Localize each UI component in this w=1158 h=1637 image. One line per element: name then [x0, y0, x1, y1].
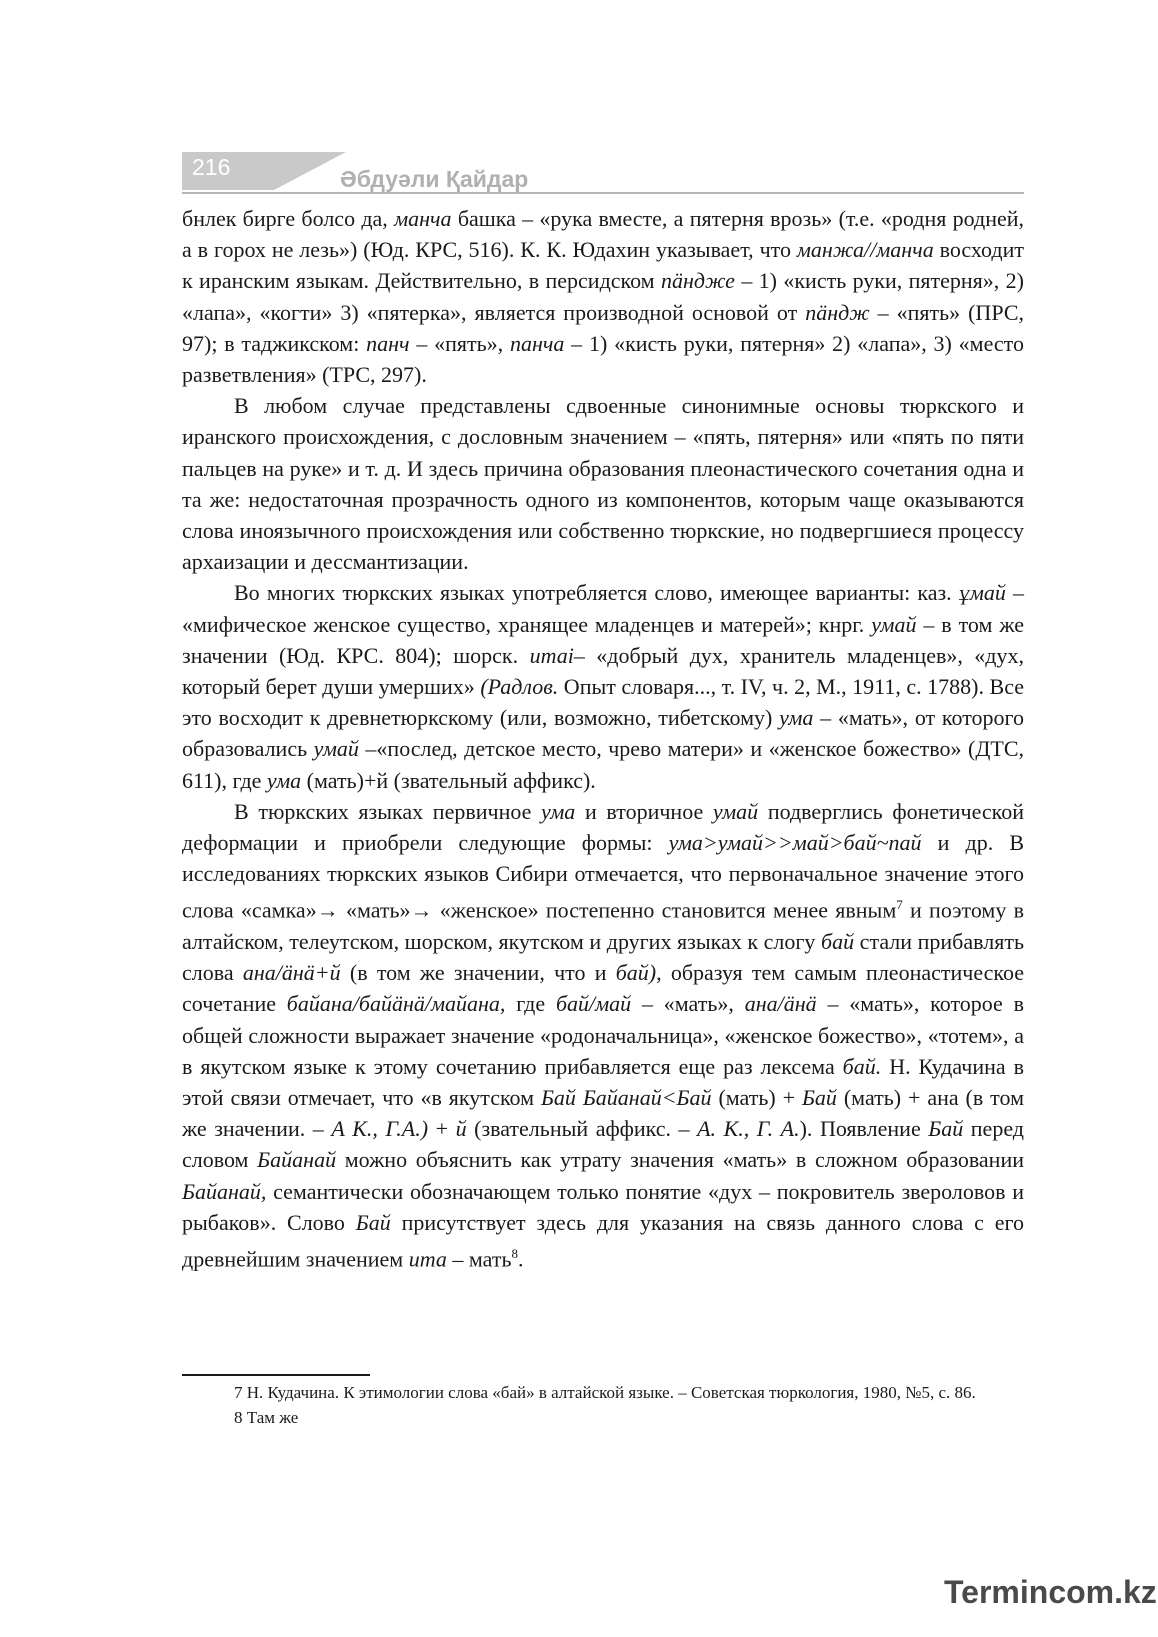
italic-term: Байанай [257, 1147, 337, 1173]
text-run: (мать) + ана (в том же значении. – [182, 1085, 1024, 1142]
running-head-author: Әбдуәли Қайдар [340, 166, 529, 192]
footnote-ref: 7 [896, 897, 903, 913]
italic-term: ума [266, 767, 302, 793]
header-rule [182, 192, 1024, 194]
italic-term: А. К., Г. А. [697, 1116, 800, 1142]
text-run: . [517, 1246, 524, 1272]
italic-term: умай [712, 798, 759, 824]
text-run: – «мифическое женское существо, хранящее младенцев и матерей»; кнрг. [182, 580, 1024, 637]
text-run: – 1) «кисть руки, пятерня» 2) «лапа», 3) «место разветвления» (ТРС, 297). [182, 330, 1024, 388]
italic-term: бай. [842, 1053, 882, 1079]
paragraph [182, 796, 1024, 1275]
italic-term: ума [779, 705, 814, 731]
italic-term: бай [821, 929, 855, 954]
text-run: В любом случае представлены сдвоенные синонимные основы тюркского и иранского происхождения, с дословным значением – «пять, пятерня» или «пять по пяти пальцев на руке» и т. д. И здесь причина образования плеонастического сочетания одна и та же: недостаточная прозрачность одного из компонентов, которым чаще оказываются слова иноязычного происхождения или собственно тюркские, но подвергшиеся процессу архаизации и дессмантизации. [182, 393, 1024, 575]
italic-term: панч [366, 330, 410, 356]
italic-term: Бай [928, 1116, 964, 1142]
italic-term: ума>умай>>май>бай~пай [668, 830, 922, 856]
text-run: – «мать», от которого образовались [182, 705, 1025, 762]
watermark-logo: Termincom.kz [944, 1574, 1157, 1610]
paragraph [182, 577, 1024, 795]
page-header [182, 148, 1024, 194]
italic-term: ума [541, 798, 576, 824]
italic-term: Байанай, [182, 1178, 267, 1204]
text-run: перед словом [182, 1116, 1024, 1173]
footnote-8: 8 Там же [234, 1408, 299, 1427]
text-run: Опыт словаря..., т. IV, ч. 2, М., 1911, с. 1788). Все это восходит к древнетюркскому (или, возможно, тибетскому) [182, 674, 1024, 731]
text-run: – «добрый дух, хранитель младенцев», «дух, который берет души умерших» [182, 642, 1024, 700]
body-text [182, 203, 1024, 1275]
text-run: (мать) + [711, 1085, 802, 1111]
text-run: подверглись фонетической деформации и приобрели следующие формы: [182, 798, 1024, 856]
text-run: (мать)+й (звательный аффикс). [301, 767, 596, 793]
text-run: стали прибавлять слова [182, 929, 1024, 986]
text-run: можно объяснить как утрату значения «мать» в сложном образовании [336, 1147, 1025, 1173]
italic-term: бай/май [555, 991, 632, 1017]
italic-term: байана/байäнä/майана, [286, 991, 506, 1017]
text-run: – 1) «кисть руки, пятерня», 2) «лапа», «когти» 3) «пятерка», является производной основой от [182, 268, 1024, 325]
italic-term: умай [871, 611, 917, 637]
text-run: Н. Кудачина в этой связи отмечает, что «в якутском [182, 1053, 1024, 1111]
text-run: – мать [446, 1246, 512, 1272]
italic-term: умай [313, 736, 359, 762]
italic-term: панча [509, 330, 565, 356]
text-run: –«послед, детское место, чрево матери» и «женское божество» (ДТС, 611), где [182, 736, 1024, 793]
footnote-rule [182, 1374, 370, 1376]
text-run: ). Появление [799, 1116, 929, 1142]
text-run: башка – «рука вместе, а пятерня врозь» (т.е. «родня родней, а в горох не лезь») (Юд. КРС, 516). К. К. Юдахин указывает, что [182, 206, 1025, 263]
page-number: 216 [192, 154, 231, 180]
italic-term: Бай Байанай<Бай [540, 1085, 712, 1111]
footnote-ref: 8 [511, 1246, 518, 1262]
paragraph [182, 203, 1024, 390]
italic-term: Бай [355, 1209, 391, 1235]
text-run: – «пять» (ПРС, 97); в таджикском: [182, 299, 1024, 356]
text-run: – в том же значении (Юд. КРС. 804); шорск. [182, 611, 1025, 668]
italic-term: ана/äнä+й [242, 960, 341, 986]
italic-term: бай), [615, 960, 662, 986]
text-run: Во многих тюркских языках употребляется слово, имеющее варианты: каз. [234, 580, 959, 606]
text-run: где [505, 991, 556, 1017]
text-run: и поэтому в алтайском, телеутском, шорском, якутском и других языках к слогу [182, 897, 1024, 954]
footnotes [182, 1380, 1024, 1430]
text-run: В тюркских языках первичное [234, 798, 542, 824]
text-run: – «мать», [631, 991, 745, 1017]
footnote-7: 7 Н. Кудачина. К этимологии слова «бай» в алтайской языке. – Советская тюркология, 1980, №5, с. 86. [234, 1383, 976, 1402]
text-run: (в том же значении, что и [340, 960, 616, 986]
italic-term: й [455, 1116, 467, 1142]
text-run: и вторичное [575, 798, 713, 824]
italic-term: (Радлов. [480, 674, 559, 700]
text-run: – «пять», [409, 330, 510, 356]
text-run: и др. В исследованиях тюркских языков Сибири отмечается, что первоначальное значение этого слова «самка»→ «мать»→ «женское» постепенно становится менее явным [182, 830, 1024, 923]
italic-term: ұмай [958, 580, 1006, 606]
text-run: семантически обозначающем только понятие «дух – покровитель звероловов и рыбаков». Слово [182, 1178, 1024, 1235]
page-number-tab-arrow [274, 152, 346, 190]
italic-term: ана/äнä [744, 991, 817, 1017]
text-run: образуя тем самым плеонастическое сочетание [182, 960, 1025, 1017]
text-run: (звательный аффикс. – [466, 1116, 698, 1142]
text-run: + [428, 1116, 456, 1142]
italic-term: пäндже [660, 268, 735, 294]
italic-term: манжа//манча [796, 237, 934, 263]
text-run: присутствует здесь для указания на связь данного слова с его древнейшим значением [182, 1209, 1024, 1272]
text-run: – «мать», которое в общей сложности выражает значение «родоначальница», «женское божество», «тотем», а в якутском языке к этому сочетанию прибавляется еще раз лексема [182, 991, 1024, 1079]
italic-term: пäндж [805, 299, 870, 325]
paragraph [182, 390, 1024, 577]
italic-term: манча [394, 206, 452, 231]
text-run: восходит к иранским языкам. Действительно, в персидском [182, 237, 1024, 294]
italic-term: А К., Г.А.) [331, 1116, 429, 1142]
italic-term: итаі [529, 642, 574, 668]
italic-term: Бай [801, 1085, 837, 1111]
text-run: бнлек бирге болсо да, [182, 206, 395, 231]
italic-term: ита [408, 1246, 447, 1272]
